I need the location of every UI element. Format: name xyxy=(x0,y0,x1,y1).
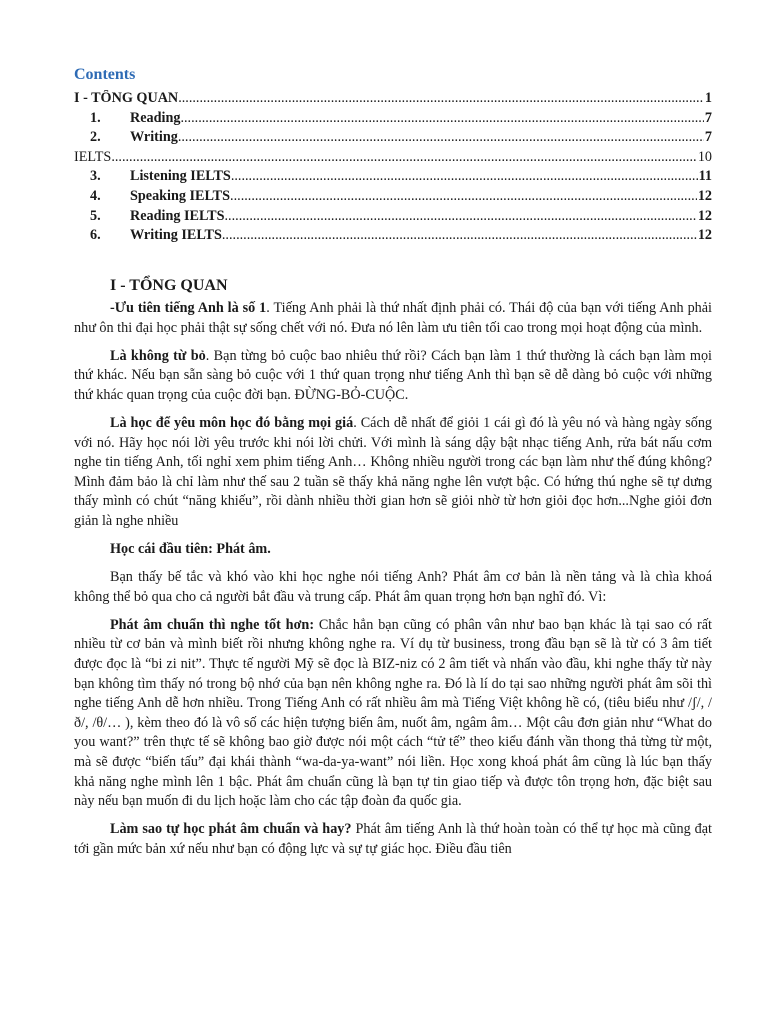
toc-entry[interactable] xyxy=(74,129,712,149)
toc-entry[interactable] xyxy=(74,188,712,208)
toc-leader xyxy=(225,208,697,225)
toc-entry-number: 3. xyxy=(90,168,101,185)
section-heading: I - TỔNG QUAN xyxy=(110,277,228,294)
toc-entry[interactable] xyxy=(74,168,712,188)
toc-entry-number: 5. xyxy=(90,207,101,224)
toc-entry-label: Speaking IELTS xyxy=(130,187,231,204)
toc-entry-number: 2. xyxy=(90,129,101,146)
paragraph-lead: Phát âm chuẩn thì nghe tốt hơn: xyxy=(110,616,315,633)
toc-leader xyxy=(178,90,704,107)
toc-entry-page: 11 xyxy=(698,168,712,185)
paragraph-lead: Là không từ bỏ xyxy=(110,347,206,364)
paragraph-lead: Là học để yêu môn học đó bằng mọi giá xyxy=(110,414,354,431)
toc-leader xyxy=(111,149,697,166)
toc-entry-label: I - TỔNG QUAN xyxy=(74,90,179,106)
toc-entry-page: 1 xyxy=(704,90,712,106)
toc-entry[interactable] xyxy=(74,110,712,130)
toc-entry-label: Listening IELTS xyxy=(130,168,231,185)
paragraph-text: Phát âm tiếng Anh là thứ hoàn toàn có thể tự học mà cũng đạt tới gần mức bản xứ nếu như bạn có động lực và sự tự giác học. Điều đầu tiên xyxy=(74,821,712,857)
toc-entry[interactable] xyxy=(74,149,712,169)
paragraph-self-study xyxy=(74,820,712,859)
toc-entry-number: 1. xyxy=(90,109,101,126)
paragraph-better-listening xyxy=(74,616,712,812)
paragraph-text: . Tiếng Anh phải là thứ nhất định phải có. Thái độ của bạn với tiếng Anh phải như ôn thi đại học phải thật sự sống chết với nó. Đưa nó lên làm ưu tiên tối cao trong mọi hoạt động của mình. xyxy=(74,300,712,336)
toc-entry-page: 12 xyxy=(697,187,712,204)
toc-entry-page: 7 xyxy=(704,129,712,146)
toc-leader xyxy=(231,168,698,185)
paragraph-lead: -Ưu tiên tiếng Anh là số 1 xyxy=(110,300,267,316)
toc-leader xyxy=(222,227,697,244)
toc-entry-page: 7 xyxy=(704,109,712,126)
toc-entry-label: Reading IELTS xyxy=(130,207,225,224)
toc-entry-label: IELTS xyxy=(74,148,112,165)
toc-leader xyxy=(230,188,697,205)
toc-entry-label: Reading xyxy=(130,109,181,126)
toc-entry-label: Writing IELTS xyxy=(130,227,222,244)
body-text xyxy=(74,299,712,868)
toc-entry-number: 4. xyxy=(90,187,101,204)
paragraph-text: . Bạn từng bỏ cuộc bao nhiêu thứ rồi? Cách bạn làm 1 thứ thường là cách bạn làm mọi thứ khác. Nếu bạn sẵn sàng bỏ cuộc với 1 thứ quan trọng như tiếng Anh thì bạn sẽ dễ dàng bỏ cuộc với những thứ khác quan trọng của cuộc đời bạn. ĐỪNG-BỎ-CUỘC. xyxy=(74,347,712,403)
toc-entry-number: 6. xyxy=(90,227,101,244)
toc-entry[interactable] xyxy=(74,227,712,247)
toc-entry[interactable] xyxy=(74,90,712,110)
paragraph-pronunciation-intro: Bạn thấy bế tắc và khó vào khi học nghe nói tiếng Anh? Phát âm cơ bản là nền tảng và là chìa khoá không thể bỏ qua cho cả người bắt đầu và trung cấp. Phát âm quan trọng hơn bạn nghĩ đó. Vì: xyxy=(74,569,712,605)
paragraph-text: . Cách dễ nhất để giỏi 1 cái gì đó là yêu nó và hàng ngày sống với nó. Hãy học nói lời yêu trước khi nói lời chửi. Với mình là sáng dậy bật nhạc tiếng Anh, rửa bát nấu cơm nghe tin tiếng Anh, tối nghỉ xem phim tiếng Anh… Không nhiều người trong các bạn làm như thế đúng không? Mình đảm bảo là chỉ làm như thế sau 2 tuần sẽ thấy khả năng nghe lên vượt bậc. Có hứng thú nghe sẽ tự dưng thấy mình có chút “năng khiếu”, rồi dành nhiều thời gian hơn sẽ giỏi nhờ từ hơn giỏi đọc hơn...Nghe giỏi đơn giản là nghe nhiều xyxy=(74,414,713,529)
toc-entry[interactable] xyxy=(74,208,712,228)
toc-entry-page: 10 xyxy=(697,148,712,165)
toc-entry-page: 12 xyxy=(697,207,712,224)
toc-leader xyxy=(178,129,704,146)
paragraph-priority xyxy=(74,299,712,338)
paragraph-no-quit xyxy=(74,347,712,406)
toc-title: Contents xyxy=(74,66,136,83)
toc-entry-label: Writing xyxy=(130,129,178,146)
paragraph-lead: Làm sao tự học phát âm chuẩn và hay? xyxy=(110,821,352,838)
table-of-contents xyxy=(74,90,712,247)
paragraph-love-subject xyxy=(74,414,712,532)
toc-entry-page: 12 xyxy=(697,227,712,244)
paragraph-text: Chắc hẳn bạn cũng có phân vân như bao bạn khác là tại sao có rất nhiều từ cơ bản và mình biết rồi nhưng không nghe ra. Ví dụ từ business, trong đầu bạn sẽ là từ có 3 âm tiết được đọc là “bi zi nit”. Thực tế người Mỹ sẽ đọc là BIZ-niz có 2 âm tiết và nhấn vào đầu, khi nghe thấy từ này bạn không tìm thấy nó trong bộ nhớ của bạn nên không nghe ra. Đó là lí do tại sao những người phát âm sõi thì nghe tiếng Anh dễ hơn nhiều. Trong Tiếng Anh có rất nhiều âm mà Tiếng Việt không hề có, (tiêu biểu như /ʃ/, /ð/, /θ/… ), kèm theo đó là vô số các hiện tượng biến âm, nuốt âm, ngâm âm… Một câu đơn giản như “What do you want?” trên thực tế sẽ không bao giờ được nói một cách “tử tế” theo kiểu đánh vần thong thả từng từ một, mà sẽ được “biến tấu” đại khái thành “wa-da-ya-want” nói liền. Học xong khoá phát âm cũng là lúc bạn thấy khả năng nghe mình lên 1 bậc. Phát âm chuẩn cũng là bạn tự tin giao tiếp và được tôn trọng hơn, đặc biệt sau này nếu bạn muốn đi du lịch hoặc làm cho các tập đoàn đa quốc gia. xyxy=(74,616,713,810)
toc-leader xyxy=(180,110,703,127)
subheading-pronunciation: Học cái đầu tiên: Phát âm. xyxy=(110,541,271,558)
